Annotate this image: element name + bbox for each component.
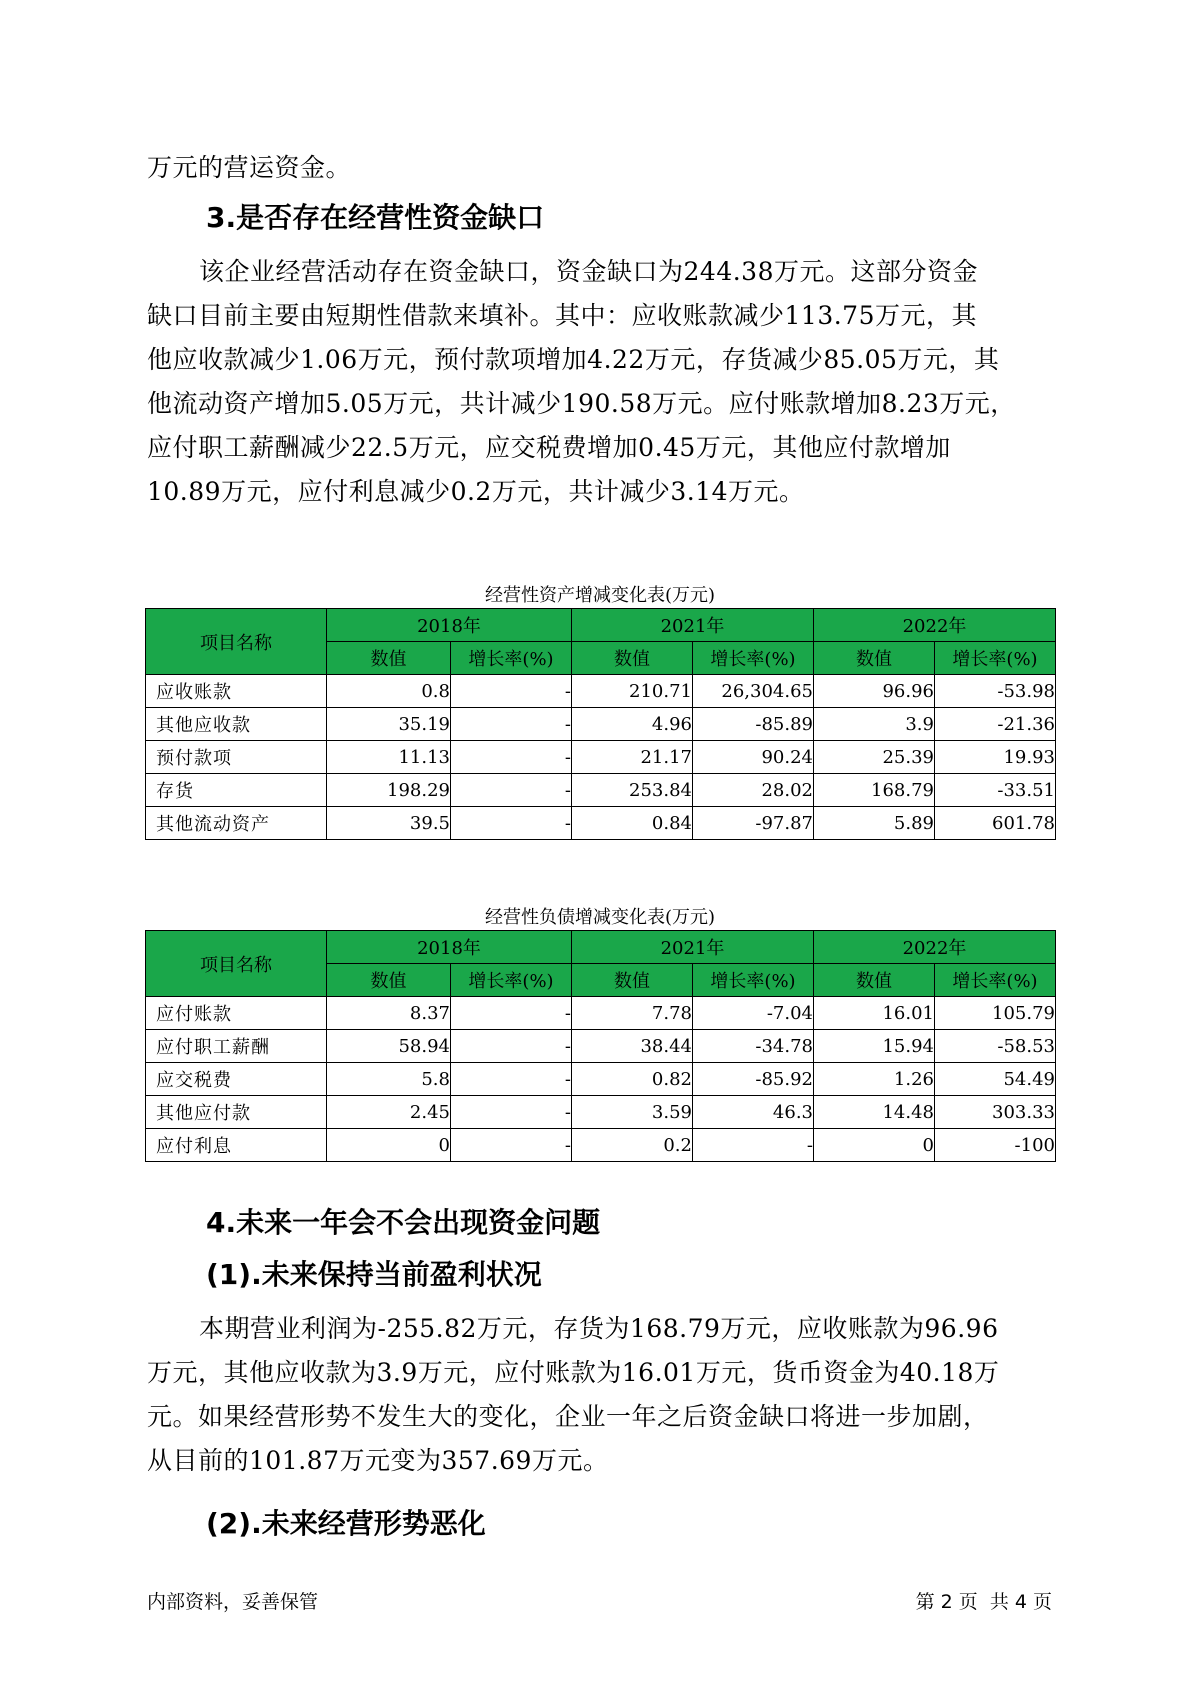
footer-page-number: 第 2 页 共 4 页 [915,1591,1052,1613]
intro-line: 万元的营运资金。 [147,153,352,182]
value-cell: 253.84 [572,774,693,807]
growth-rate-cell: 46.3 [693,1096,814,1129]
growth-rate-cell: - [451,1063,572,1096]
growth-rate-cell: -58.53 [935,1030,1056,1063]
growth-rate-header: 增长率(%) [693,642,814,675]
value-cell: 3.9 [814,708,935,741]
growth-rate-header: 增长率(%) [935,642,1056,675]
value-cell: 16.01 [814,997,935,1030]
row-label: 其他流动资产 [146,807,327,840]
value-header: 数值 [814,964,935,997]
value-cell: 0.84 [572,807,693,840]
growth-rate-cell: - [451,708,572,741]
growth-rate-cell: - [451,774,572,807]
table-row [146,675,1056,708]
growth-rate-header: 增长率(%) [451,642,572,675]
row-label: 应付账款 [146,997,327,1030]
value-cell: 5.89 [814,807,935,840]
row-label: 其他应收款 [146,708,327,741]
value-header: 数值 [327,964,451,997]
growth-rate-header: 增长率(%) [935,964,1056,997]
table-row [146,1096,1056,1129]
subsection1-heading: (1).未来保持当前盈利状况 [206,1258,542,1291]
growth-rate-cell: - [451,807,572,840]
growth-rate-cell: - [451,1096,572,1129]
row-label: 预付款项 [146,741,327,774]
section4-heading: 4.未来一年会不会出现资金问题 [206,1206,601,1239]
value-cell: 14.48 [814,1096,935,1129]
paragraph-line: 从目前的101.87万元变为357.69万元。 [147,1446,609,1475]
value-cell: 11.13 [327,741,451,774]
growth-rate-header: 增长率(%) [451,964,572,997]
section3-heading: 3.是否存在经营性资金缺口 [206,201,545,234]
paragraph-line: 该企业经营活动存在资金缺口，资金缺口为244.38万元。这部分资金 [199,257,978,286]
row-label: 应付职工薪酬 [146,1030,327,1063]
value-cell: 7.78 [572,997,693,1030]
value-cell: 1.26 [814,1063,935,1096]
row-label: 应交税费 [146,1063,327,1096]
value-cell: 0.82 [572,1063,693,1096]
value-cell: 39.5 [327,807,451,840]
growth-rate-header: 增长率(%) [693,964,814,997]
value-cell: 96.96 [814,675,935,708]
year-header: 2022年 [814,931,1056,964]
table-row [146,1030,1056,1063]
growth-rate-cell: 105.79 [935,997,1056,1030]
growth-rate-cell: 601.78 [935,807,1056,840]
table-row [146,741,1056,774]
value-cell: 8.37 [327,997,451,1030]
growth-rate-cell: -85.92 [693,1063,814,1096]
year-header: 2021年 [572,609,814,642]
value-cell: 168.79 [814,774,935,807]
liability-table [145,930,1056,1162]
growth-rate-cell: 19.93 [935,741,1056,774]
row-label: 应收账款 [146,675,327,708]
growth-rate-cell: -21.36 [935,708,1056,741]
growth-rate-cell: -97.87 [693,807,814,840]
table-row [146,807,1056,840]
growth-rate-cell: - [451,1129,572,1162]
value-cell: 3.59 [572,1096,693,1129]
footer-confidential-note: 内部资料，妥善保管 [147,1591,319,1613]
paragraph-line: 万元，其他应收款为3.9万元，应付账款为16.01万元，货币资金为40.18万 [147,1358,1000,1387]
value-cell: 0.2 [572,1129,693,1162]
growth-rate-cell: 26,304.65 [693,675,814,708]
table-row [146,708,1056,741]
growth-rate-cell: - [451,675,572,708]
paragraph-line: 他应收款减少1.06万元，预付款项增加4.22万元，存货减少85.05万元，其 [147,345,1000,374]
growth-rate-cell: -34.78 [693,1030,814,1063]
row-label: 存货 [146,774,327,807]
row-label: 应付利息 [146,1129,327,1162]
paragraph-line: 他流动资产增加5.05万元，共计减少190.58万元。应付账款增加8.23万元， [147,389,1016,418]
value-header: 数值 [572,964,693,997]
paragraph-line: 元。如果经营形势不发生大的变化，企业一年之后资金缺口将进一步加剧， [147,1402,989,1431]
year-header: 2018年 [327,931,572,964]
section3-paragraph [147,250,1052,514]
table-row [146,1129,1056,1162]
growth-rate-cell: -53.98 [935,675,1056,708]
paragraph-line: 本期营业利润为-255.82万元，存货为168.79万元，应收账款为96.96 [199,1314,999,1343]
value-cell: 0 [814,1129,935,1162]
growth-rate-cell: 28.02 [693,774,814,807]
growth-rate-cell: 90.24 [693,741,814,774]
value-cell: 38.44 [572,1030,693,1063]
year-header: 2018年 [327,609,572,642]
table-row [146,1063,1056,1096]
value-cell: 2.45 [327,1096,451,1129]
year-header: 2022年 [814,609,1056,642]
table-row [146,774,1056,807]
subsection1-paragraph [147,1307,1052,1483]
growth-rate-cell: 303.33 [935,1096,1056,1129]
growth-rate-cell: -100 [935,1129,1056,1162]
value-cell: 4.96 [572,708,693,741]
value-header: 数值 [814,642,935,675]
growth-rate-cell: - [451,741,572,774]
growth-rate-cell: - [451,997,572,1030]
growth-rate-cell: - [693,1129,814,1162]
asset-table-caption: 经营性资产增减变化表(万元) [484,585,716,606]
item-name-header: 项目名称 [146,931,327,997]
growth-rate-cell: -85.89 [693,708,814,741]
paragraph-line: 缺口目前主要由短期性借款来填补。其中：应收账款减少113.75万元，其 [147,301,977,330]
value-cell: 198.29 [327,774,451,807]
value-header: 数值 [572,642,693,675]
liability-table-caption: 经营性负债增减变化表(万元) [484,907,716,928]
value-cell: 0.8 [327,675,451,708]
growth-rate-cell: 54.49 [935,1063,1056,1096]
value-cell: 15.94 [814,1030,935,1063]
asset-table [145,608,1056,840]
value-cell: 21.17 [572,741,693,774]
growth-rate-cell: - [451,1030,572,1063]
value-cell: 35.19 [327,708,451,741]
row-label: 其他应付款 [146,1096,327,1129]
value-cell: 25.39 [814,741,935,774]
paragraph-line: 10.89万元，应付利息减少0.2万元，共计减少3.14万元。 [147,477,805,506]
growth-rate-cell: -7.04 [693,997,814,1030]
year-header: 2021年 [572,931,814,964]
value-header: 数值 [327,642,451,675]
growth-rate-cell: -33.51 [935,774,1056,807]
value-cell: 210.71 [572,675,693,708]
paragraph-line: 应付职工薪酬减少22.5万元，应交税费增加0.45万元，其他应付款增加 [147,433,951,462]
subsection2-heading: (2).未来经营形势恶化 [206,1507,486,1540]
item-name-header: 项目名称 [146,609,327,675]
value-cell: 58.94 [327,1030,451,1063]
value-cell: 5.8 [327,1063,451,1096]
table-row [146,997,1056,1030]
value-cell: 0 [327,1129,451,1162]
